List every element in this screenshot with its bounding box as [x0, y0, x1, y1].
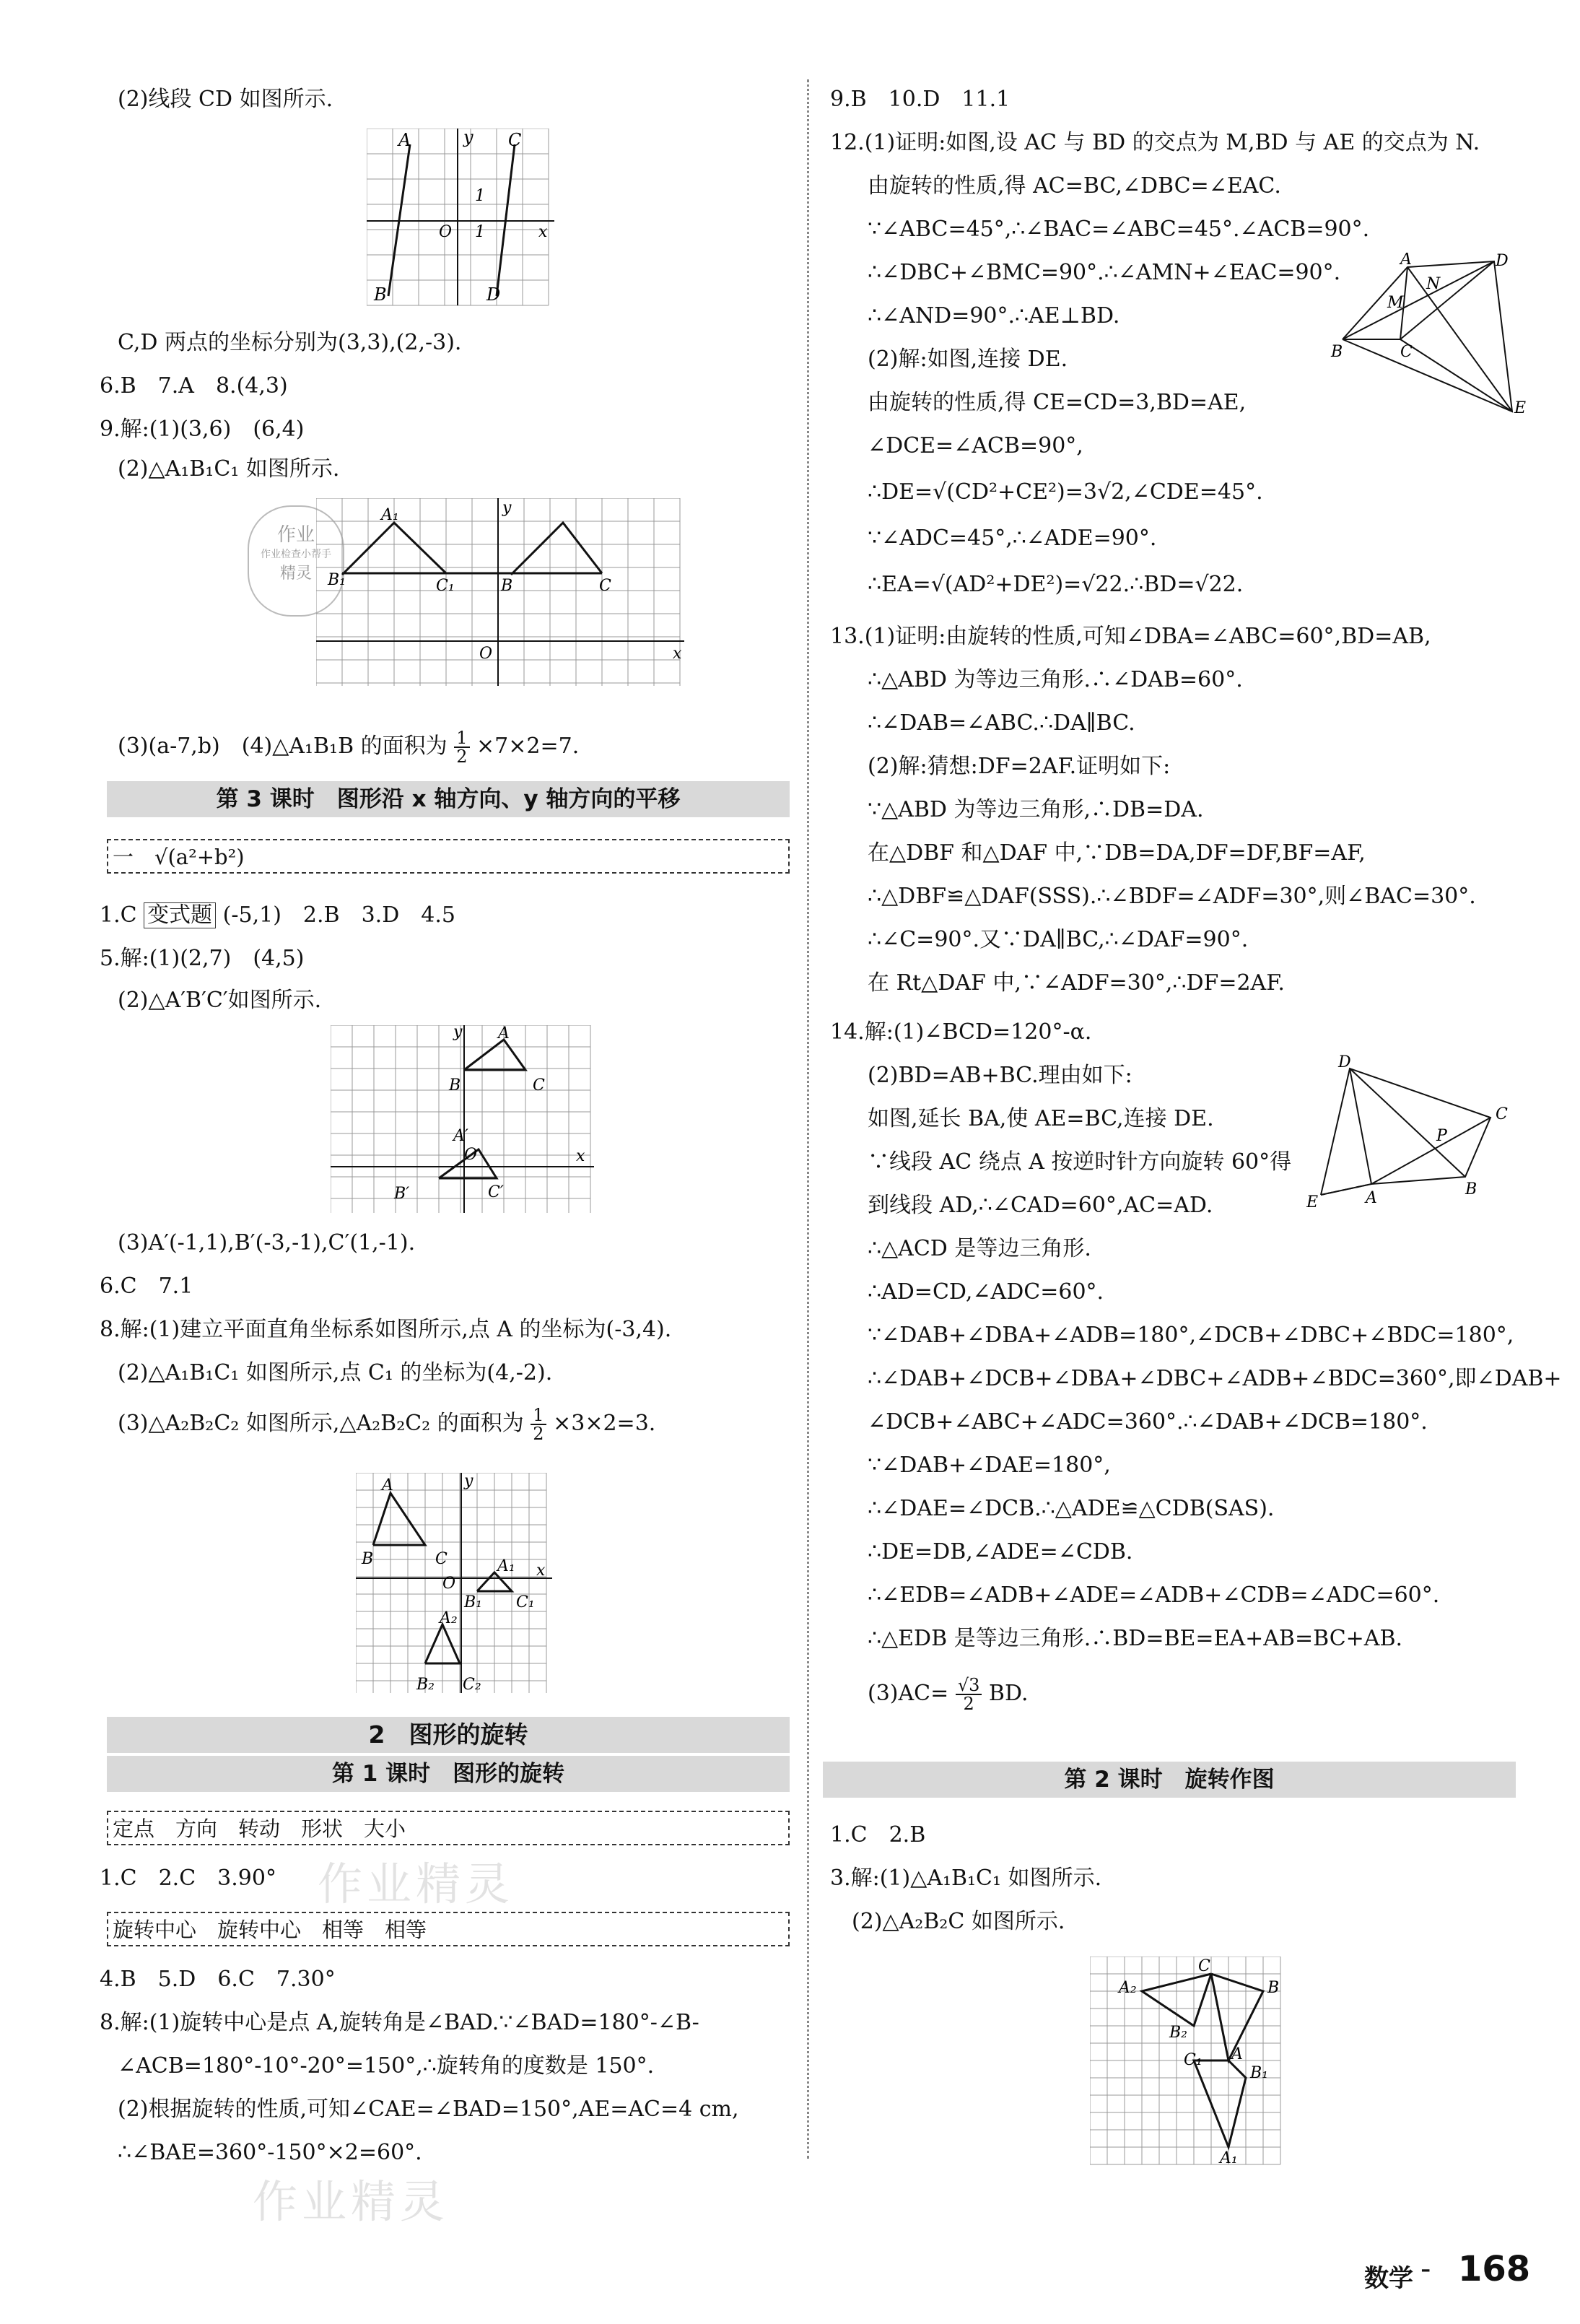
answer-line: 9.解:(1)(3,6) (6,4)	[100, 417, 305, 442]
svg-text:O: O	[439, 223, 453, 241]
svg-text:N: N	[1426, 275, 1441, 293]
answer-line: 1.C 2.C 3.90°	[100, 1866, 276, 1891]
answer-line: ∴∠DAB=∠ABC.∴DA∥BC.	[868, 710, 1135, 736]
svg-text:A₁: A₁	[1220, 2149, 1238, 2167]
svg-text:A′: A′	[453, 1127, 468, 1145]
answer-text: (-5,1) 2.B 3.D 4.5	[222, 902, 455, 928]
answer-text: (3)AC=	[868, 1681, 949, 1706]
svg-text:E: E	[1514, 399, 1527, 417]
svg-text:D: D	[1338, 1054, 1351, 1071]
answer-line: C,D 两点的坐标分别为(3,3),(2,-3).	[118, 330, 462, 355]
svg-text:A: A	[398, 130, 411, 150]
fill-blank-box: 一 √(a²+b²)	[107, 839, 790, 874]
svg-text:P: P	[1436, 1127, 1447, 1145]
answer-line: ∴△EDB 是等边三角形.∴BD=BE=EA+AB=BC+AB.	[868, 1626, 1403, 1651]
answer-line: (2)线段 CD 如图所示.	[118, 87, 333, 112]
svg-text:B: B	[1465, 1180, 1478, 1198]
answer-line: ∵△ABD 为等边三角形,∴DB=DA.	[868, 797, 1204, 822]
stamp-text: 作业检查小帮手	[261, 549, 331, 560]
svg-text:y: y	[502, 499, 512, 517]
svg-text:C₁: C₁	[1184, 2051, 1203, 2069]
svg-text:D: D	[1496, 253, 1509, 270]
figure-q14	[1306, 1054, 1537, 1220]
section-header: 第 2 课时 旋转作图	[823, 1762, 1516, 1798]
svg-text:C: C	[435, 1550, 448, 1568]
stamp-text: 作业	[276, 524, 315, 546]
answer-line: ∴△ABD 为等边三角形.∴∠DAB=60°.	[868, 667, 1243, 692]
answer-line: (2)△A₁B₁C₁ 如图所示,点 C₁ 的坐标为(4,-2).	[118, 1360, 553, 1385]
answer-line: ∴∠AND=90°.∴AE⊥BD.	[868, 303, 1120, 328]
svg-text:B₂: B₂	[416, 1676, 435, 1694]
answer-line: ∴∠C=90°.又∵DA∥BC,∴∠DAF=90°.	[868, 927, 1249, 952]
svg-text:x: x	[536, 1562, 546, 1580]
svg-text:B′: B′	[394, 1185, 410, 1203]
svg-text:A: A	[1231, 2045, 1243, 2063]
section-header: 第 1 课时 图形的旋转	[107, 1756, 790, 1792]
footer-subject: 数学	[1364, 2264, 1413, 2293]
figure-rotation-q3	[1090, 1957, 1292, 2173]
svg-text:C₁: C₁	[436, 577, 455, 595]
svg-text:C: C	[1198, 1957, 1210, 1975]
svg-text:O: O	[464, 1146, 478, 1164]
answer-text: (3)(a-7,b) (4)△A₁B₁B 的面积为	[118, 734, 448, 759]
answer-text: ×7×2=7.	[476, 734, 580, 759]
answer-line: 1.C 2.B	[830, 1822, 926, 1848]
answer-line: 13.(1)证明:由旋转的性质,可知∠DBA=∠ABC=60°,BD=AB,	[830, 624, 1431, 649]
svg-text:A₁: A₁	[497, 1557, 515, 1575]
answer-line: (2)解:如图,连接 DE.	[868, 347, 1068, 372]
figure-triangle-translate	[316, 498, 706, 693]
svg-text:B₁: B₁	[464, 1593, 482, 1611]
svg-text:A₁: A₁	[381, 506, 399, 524]
svg-text:B₁: B₁	[328, 571, 346, 589]
svg-text:B: B	[1331, 343, 1343, 361]
answer-line: (2)根据旋转的性质,可知∠CAE=∠BAD=150°,AE=AC=4 cm,	[118, 2097, 739, 2122]
answer-line: 3.解:(1)△A₁B₁C₁ 如图所示.	[830, 1866, 1102, 1891]
fraction-numerator: √3	[956, 1676, 982, 1695]
answer-line: ∴△DBF≌△DAF(SSS).∴∠BDF=∠ADF=30°,则∠BAC=30°.	[868, 884, 1476, 909]
svg-text:C′: C′	[488, 1183, 504, 1201]
svg-text:C: C	[1400, 343, 1413, 361]
svg-text:1: 1	[475, 223, 485, 241]
svg-text:B₂: B₂	[1169, 2024, 1187, 2042]
answer-line: 9.B 10.D 11.1	[830, 87, 1011, 112]
answer-text: BD.	[988, 1681, 1029, 1706]
answer-line: 由旋转的性质,得 CE=CD=3,BD=AE,	[868, 390, 1247, 415]
page-number: 168	[1458, 2249, 1531, 2289]
svg-text:y: y	[464, 1473, 473, 1490]
svg-text:B₁: B₁	[1250, 2064, 1268, 2082]
fill-blank-box: 旋转中心 旋转中心 相等 相等	[107, 1912, 790, 1946]
fraction-denominator: 2	[456, 747, 468, 767]
section-header: 第 3 课时 图形沿 x 轴方向、y 轴方向的平移	[107, 781, 790, 817]
svg-text:B: B	[1267, 1979, 1280, 1997]
answer-line: 由旋转的性质,得 AC=BC,∠DBC=∠EAC.	[868, 173, 1281, 199]
fraction-denominator: 2	[963, 1694, 974, 1714]
answer-text: 1.C	[100, 902, 137, 928]
answer-line: 12.(1)证明:如图,设 AC 与 BD 的交点为 M,BD 与 AE 的交点为 N.	[830, 130, 1480, 155]
svg-text:C: C	[599, 577, 611, 595]
svg-text:C: C	[1496, 1105, 1508, 1123]
answer-line: 6.C 7.1	[100, 1274, 193, 1299]
answer-line: (2)解:猜想:DF=2AF.证明如下:	[868, 754, 1171, 779]
svg-text:A: A	[382, 1476, 393, 1494]
svg-text:B: B	[374, 284, 387, 305]
svg-text:B: B	[501, 577, 513, 595]
answer-line: ∴∠DAB+∠DCB+∠DBA+∠DBC+∠ADB+∠BDC=360°,即∠DAB+	[868, 1366, 1562, 1391]
answer-line: ∴∠DBC+∠BMC=90°.∴∠AMN+∠EAC=90°.	[868, 260, 1341, 285]
svg-text:O: O	[442, 1575, 456, 1593]
answer-line: ∴DE=√(CD²+CE²)=3√2,∠CDE=45°.	[868, 479, 1263, 505]
answer-line: ∴∠EDB=∠ADB+∠ADE=∠ADB+∠CDB=∠ADC=60°.	[868, 1583, 1440, 1608]
answer-line: ∵∠DAB+∠DAE=180°,	[868, 1453, 1111, 1478]
svg-text:D: D	[486, 284, 501, 305]
answer-line	[100, 901, 455, 930]
column-divider	[807, 79, 809, 2159]
answer-line: 6.B 7.A 8.(4,3)	[100, 373, 288, 399]
fraction-numerator: 1	[454, 729, 469, 748]
svg-text:C: C	[508, 130, 522, 150]
figure-q12	[1328, 253, 1537, 426]
answer-line: 8.解:(1)旋转中心是点 A,旋转角是∠BAD.∵∠BAD=180°-∠B-	[100, 2010, 699, 2035]
svg-text:A: A	[1400, 253, 1412, 269]
answer-line: ∵∠DAB+∠DBA+∠ADB=180°,∠DCB+∠DBC+∠BDC=180°,	[868, 1323, 1514, 1348]
svg-text:M: M	[1387, 294, 1404, 312]
answer-line: (2)△A₁B₁C₁ 如图所示.	[118, 456, 340, 482]
answer-line: ∠DCB+∠ABC+∠ADC=360°.∴∠DAB+∠DCB=180°.	[868, 1409, 1428, 1435]
watermark: 作业精灵	[253, 2175, 450, 2228]
answer-line: 如图,延长 BA,使 AE=BC,连接 DE.	[868, 1106, 1214, 1131]
svg-text:C₁: C₁	[516, 1593, 535, 1611]
fraction	[454, 729, 469, 765]
chapter-header: 2 图形的旋转	[107, 1717, 790, 1753]
svg-text:x: x	[576, 1147, 585, 1165]
svg-text:1: 1	[475, 187, 485, 205]
figure-triangle-abc-prime	[331, 1025, 598, 1220]
svg-text:B: B	[362, 1550, 374, 1568]
answer-line: 14.解:(1)∠BCD=120°-α.	[830, 1019, 1092, 1045]
answer-line: 在△DBF 和△DAF 中,∵DB=DA,DF=DF,BF=AF,	[868, 840, 1366, 866]
svg-text:B: B	[449, 1076, 461, 1094]
answer-line: (3)A′(-1,1),B′(-3,-1),C′(1,-1).	[118, 1230, 416, 1255]
svg-text:E: E	[1306, 1193, 1319, 1211]
answer-line: (2)△A₂B₂C 如图所示.	[852, 1909, 1065, 1934]
answer-line: 5.解:(1)(2,7) (4,5)	[100, 946, 305, 971]
answer-line	[118, 1406, 655, 1442]
svg-text:x: x	[673, 645, 682, 663]
answer-line: 在 Rt△DAF 中,∵∠ADF=30°,∴DF=2AF.	[868, 970, 1285, 996]
answer-line: ∠DCE=∠ACB=90°,	[868, 433, 1083, 458]
fraction	[531, 1406, 546, 1442]
answer-line: ∵线段 AC 绕点 A 按逆时针方向旋转 60°得	[868, 1149, 1292, 1175]
answer-line: ∴∠DAE=∠DCB.∴△ADE≌△CDB(SAS).	[868, 1496, 1275, 1521]
fraction-numerator: 1	[531, 1406, 546, 1425]
variant-tag: 变式题	[144, 902, 216, 928]
answer-line: ∴△ACD 是等边三角形.	[868, 1236, 1091, 1261]
answer-line	[118, 729, 579, 765]
answer-line: 8.解:(1)建立平面直角坐标系如图所示,点 A 的坐标为(-3,4).	[100, 1317, 672, 1342]
answer-line: ∴DE=DB,∠ADE=∠CDB.	[868, 1539, 1133, 1564]
fraction	[956, 1676, 982, 1712]
answer-line: ∵∠ABC=45°,∴∠BAC=∠ABC=45°.∠ACB=90°.	[868, 217, 1370, 242]
answer-text: (3)△A₂B₂C₂ 如图所示,△A₂B₂C₂ 的面积为	[118, 1411, 524, 1436]
answer-line: ∠ACB=180°-10°-20°=150°,∴旋转角的度数是 150°.	[118, 2053, 655, 2079]
answer-line: 到线段 AD,∴∠CAD=60°,AC=AD.	[868, 1193, 1213, 1218]
svg-text:A: A	[498, 1025, 510, 1043]
fraction-denominator: 2	[533, 1424, 544, 1444]
svg-text:C: C	[533, 1076, 545, 1094]
answer-line	[868, 1676, 1029, 1712]
svg-text:y: y	[453, 1025, 463, 1041]
svg-text:A₂: A₂	[1119, 1979, 1137, 1997]
footer-dash: -	[1420, 2253, 1431, 2286]
answer-line: ∴AD=CD,∠ADC=60°.	[868, 1279, 1104, 1305]
svg-text:x: x	[538, 223, 548, 241]
answer-line: ∴EA=√(AD²+DE²)=√22.∴BD=√22.	[868, 572, 1244, 597]
answer-line: (2)△A′B′C′如图所示.	[118, 988, 322, 1013]
answer-line: ∴∠BAE=360°-150°×2=60°.	[118, 2140, 422, 2165]
svg-text:A: A	[1366, 1189, 1377, 1207]
answer-line: ∵∠ADC=45°,∴∠ADE=90°.	[868, 526, 1157, 551]
watermark: 作业精灵	[318, 1858, 515, 1910]
svg-text:A₂: A₂	[440, 1609, 458, 1627]
answer-line: 4.B 5.D 6.C 7.30°	[100, 1967, 336, 1992]
fill-blank-box: 定点 方向 转动 形状 大小	[107, 1811, 790, 1845]
svg-text:O: O	[479, 645, 493, 663]
svg-text:y: y	[463, 129, 473, 147]
figure-triangles-a1-a2	[356, 1473, 565, 1704]
figure-segment-cd	[367, 129, 660, 313]
answer-line: (2)BD=AB+BC.理由如下:	[868, 1063, 1132, 1088]
svg-text:C₂: C₂	[463, 1676, 481, 1694]
stamp-text: 精灵	[279, 565, 312, 583]
answer-text: ×3×2=3.	[553, 1411, 656, 1436]
